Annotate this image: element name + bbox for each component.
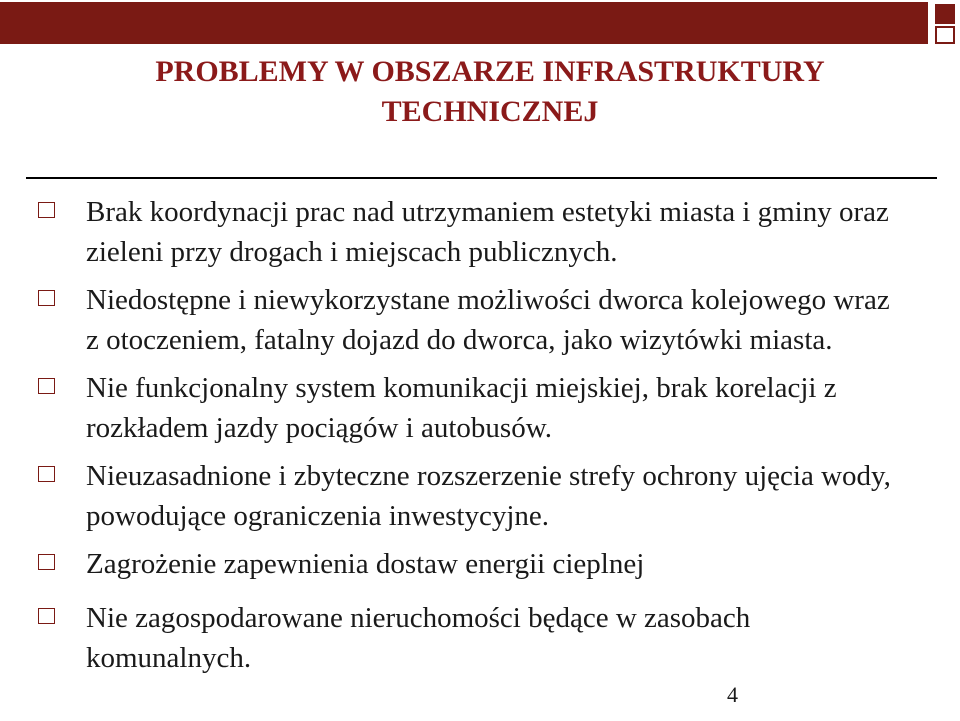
hollow-square-icon [38,466,55,482]
hollow-square-icon [38,290,55,306]
bullet-text: Niedostępne i niewykorzystane możliwości dworca kolejowego wraz z otoczeniem, fatalny dojazd do dworca, jako wizytówki miasta. [86,284,890,356]
hollow-square-icon [38,608,55,624]
hollow-square-icon [38,554,55,570]
hollow-square-icon [38,202,55,218]
bullet-text: Brak koordynacji prac nad utrzymaniem estetyki miasta i gminy oraz zieleni przy drogach i miejscach publicznych. [86,196,889,268]
bullet-item [0,280,960,360]
bullet-item [0,598,960,678]
title-divider [26,177,937,179]
slide-title-line-2: TECHNICZNEJ [381,95,599,128]
slide-title-line-1: PROBLEMY W OBSZARZE INFRASTRUKTURY [155,55,825,88]
corner-square-outline-icon [935,26,955,44]
bullet-text: Nie funkcjonalny system komunikacji miejskiej, brak korelacji z rozkładem jazdy pociągów i autobusów. [86,372,837,444]
bullet-item [0,544,960,584]
header-bar [0,2,928,44]
bullet-item [0,456,960,536]
bullet-text: Nieuzasadnione i zbyteczne rozszerzenie strefy ochrony ujęcia wody, powodujące ograniczenia inwestycyjne. [86,460,891,532]
slide-title [60,52,920,132]
page-number: 4 [727,682,738,707]
corner-square-filled-icon [935,4,955,24]
bullet-text: Zagrożenie zapewnienia dostaw energii cieplnej [86,548,645,580]
hollow-square-icon [38,378,55,394]
bullet-text: Nie zagospodarowane nieruchomości będące w zasobach komunalnych. [86,602,751,674]
bullet-item [0,192,960,272]
bullet-list [0,192,960,686]
bullet-item [0,368,960,448]
